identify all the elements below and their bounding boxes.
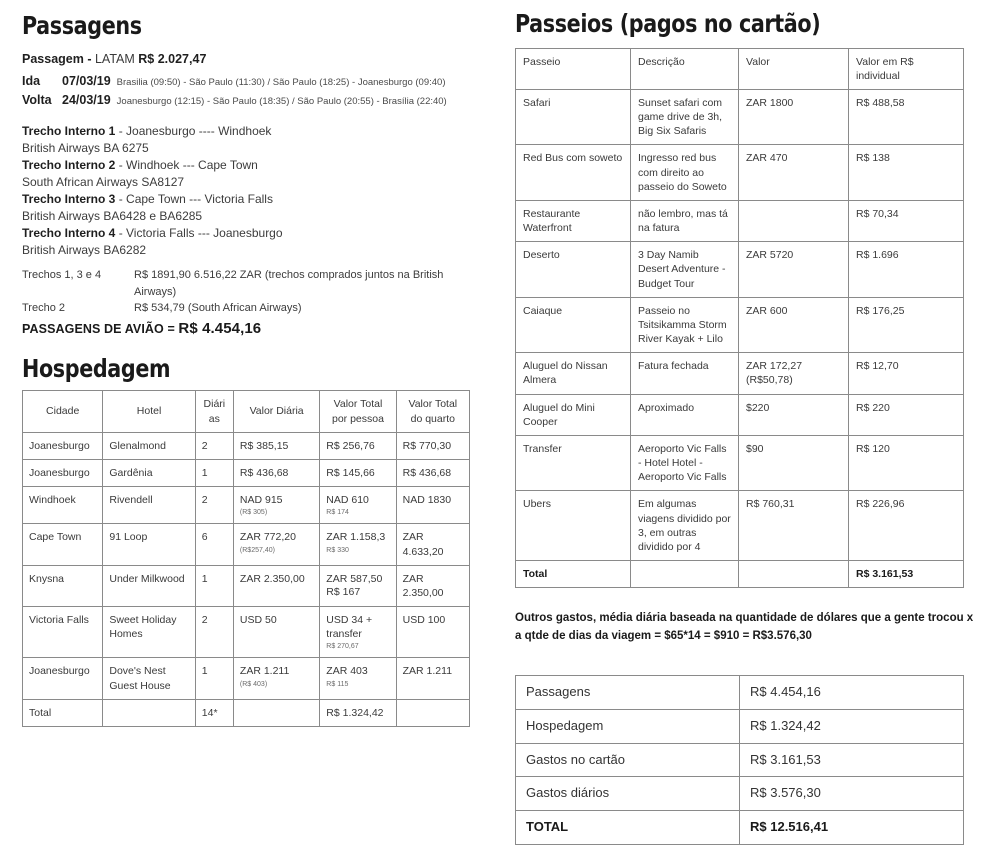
passeios-cell-descricao: não lembro, mas tá na fatura <box>631 200 739 241</box>
passeios-cell-passeio: Caiaque <box>516 297 631 353</box>
hospedagem-table <box>22 390 470 727</box>
hospedagem-total-quarto <box>396 699 469 726</box>
table-row <box>516 145 964 201</box>
internal-leg-1 <box>22 123 482 157</box>
hospedagem-cell-diarias: 1 <box>195 565 233 606</box>
hospedagem-cell-hotel: Dove's Nest Guest House <box>103 658 195 699</box>
passeios-col-passeio: Passeio <box>516 48 631 89</box>
flight-leg-outbound <box>22 72 482 91</box>
hospedagem-total-pessoa: R$ 1.324,42 <box>320 699 396 726</box>
table-row <box>23 565 470 606</box>
passeios-cell-descricao: Sunset safari com game drive de 3h, Big Six Safaris <box>631 89 739 145</box>
hospedagem-cell-total-pessoa: ZAR 403 R$ 115 <box>320 658 396 699</box>
hospedagem-cell-total-pessoa-sub: R$ 167 <box>326 585 361 598</box>
passeios-cell-descricao: Em algumas viagens dividido por 3, em outras dividido por 4 <box>631 491 739 561</box>
summary-row-value: R$ 3.576,30 <box>740 777 964 811</box>
table-row <box>516 89 964 145</box>
internal-leg-4-name: Trecho Interno 4 <box>22 226 116 241</box>
passeios-total-label: Total <box>516 561 631 588</box>
passeios-cell-descricao: 3 Day Namib Desert Adventure - Budget Tour <box>631 242 739 298</box>
table-row <box>23 607 470 658</box>
passeios-cell-descricao: Ingresso red bus com direito ao passeio do Soweto <box>631 145 739 201</box>
hospedagem-cell-total-quarto: R$ 770,30 <box>396 432 469 459</box>
summary-row <box>516 743 964 777</box>
hospedagem-cell-total-pessoa-sub: R$ 270,67 <box>326 643 359 651</box>
leg-date-ida: 07/03/19 <box>62 73 111 88</box>
passeios-cell-descricao: Aproximado <box>631 394 739 435</box>
hospedagem-cell-total-quarto: ZAR 1.211 <box>396 658 469 699</box>
hospedagem-cell-total-quarto: ZAR 2.350,00 <box>396 565 469 606</box>
internal-leg-2 <box>22 157 482 191</box>
table-row <box>516 200 964 241</box>
leg-date-volta: 24/03/19 <box>62 93 111 108</box>
internal-leg-1-airline: British Airways BA 6275 <box>22 141 149 156</box>
hospedagem-cell-hotel: Under Milkwood <box>103 565 195 606</box>
hospedagem-cell-total-quarto: R$ 436,68 <box>396 459 469 486</box>
internal-leg-3-name: Trecho Interno 3 <box>22 192 116 207</box>
hospedagem-cell-valor-diaria-sub: (R$ 305) <box>239 509 268 517</box>
passeios-cell-valor: $90 <box>739 435 849 491</box>
hospedagem-cell-valor-diaria-sub: (R$ 403) <box>239 680 268 688</box>
passeios-cell-descricao: Passeio no Tsitsikamma Storm River Kayak + Lilo <box>631 297 739 353</box>
summary-row <box>516 675 964 709</box>
hospedagem-cell-cidade: Windhoek <box>23 487 103 524</box>
passeios-total-descricao <box>631 561 739 588</box>
table-row <box>23 459 470 486</box>
passeios-cell-passeio: Aluguel do Nissan Almera <box>516 353 631 394</box>
passeios-cell-valor-brl: R$ 12,70 <box>849 353 964 394</box>
summary-grand-total-value: R$ 12.516,41 <box>740 811 964 845</box>
outros-gastos-note: Outros gastos, média diária baseada na quantidade de dólares que a gente trocou x a qtde de dias da viagem = $65*14 = $910 = R$3.576,30 <box>515 612 974 642</box>
hospedagem-cell-cidade: Victoria Falls <box>23 607 103 658</box>
hospedagem-col-diarias: Diárias <box>195 391 233 432</box>
summary-row <box>516 709 964 743</box>
table-row <box>516 394 964 435</box>
passeios-cell-valor-brl: R$ 226,96 <box>849 491 964 561</box>
leg-total-134-value: R$ 1891,90 6.516,22 ZAR (trechos comprados juntos na British Airways) <box>134 269 444 298</box>
passeios-total-valor <box>739 561 849 588</box>
table-row <box>516 435 964 491</box>
hospedagem-col-total-pessoa: Valor Total por pessoa <box>320 391 396 432</box>
hospedagem-cell-total-pessoa-sub: R$ 115 <box>326 680 349 688</box>
leg-total-2 <box>22 300 482 317</box>
hospedagem-cell-hotel: 91 Loop <box>103 524 195 565</box>
hospedagem-cell-diarias: 6 <box>195 524 233 565</box>
passeios-header-row <box>516 48 964 89</box>
leg-total-2-value: R$ 534,79 (South African Airways) <box>134 302 302 315</box>
leg-total-2-label: Trecho 2 <box>22 302 66 315</box>
passeios-cell-passeio: Deserto <box>516 242 631 298</box>
hospedagem-total-hotel <box>103 699 195 726</box>
passeios-cell-valor: ZAR 172,27 (R$50,78) <box>739 353 849 394</box>
hospedagem-col-cidade: Cidade <box>23 391 103 432</box>
passeios-title: Passeios (pagos no cartão) <box>515 9 821 38</box>
internal-leg-4-route: - Victoria Falls --- Joanesburgo <box>115 226 283 241</box>
hospedagem-cell-hotel: Rivendell <box>103 487 195 524</box>
summary-row-label: Gastos diários <box>516 777 740 811</box>
hospedagem-cell-valor-diaria-sub: (R$257,40) <box>239 546 275 554</box>
leg-label-ida: Ida <box>22 73 41 88</box>
internal-leg-4-airline: British Airways BA6282 <box>22 243 147 258</box>
hospedagem-cell-total-pessoa-sub: R$ 330 <box>326 546 349 554</box>
hospedagem-cell-diarias: 2 <box>195 607 233 658</box>
leg-total-134-label: Trechos 1, 3 e 4 <box>22 269 102 282</box>
main-ticket-price: R$ 2.027,47 <box>138 51 207 66</box>
internal-leg-3-airline: British Airways BA6428 e BA6285 <box>22 209 203 224</box>
hospedagem-cell-total-pessoa: NAD 610 R$ 174 <box>320 487 396 524</box>
passeios-cell-valor-brl: R$ 220 <box>849 394 964 435</box>
summary-row <box>516 777 964 811</box>
hospedagem-cell-valor-diaria: R$ 436,68 <box>233 459 319 486</box>
flights-grand-total-label: PASSAGENS DE AVIÃO = <box>22 321 179 336</box>
internal-leg-2-name: Trecho Interno 2 <box>22 158 116 173</box>
summary-row-value: R$ 3.161,53 <box>740 743 964 777</box>
hospedagem-cell-total-pessoa: R$ 256,76 <box>320 432 396 459</box>
hospedagem-cell-diarias: 1 <box>195 658 233 699</box>
hospedagem-cell-cidade: Joanesburgo <box>23 459 103 486</box>
passeios-cell-valor-brl: R$ 120 <box>849 435 964 491</box>
internal-leg-2-airline: South African Airways SA8127 <box>22 175 185 190</box>
main-ticket-airline: LATAM <box>94 51 135 66</box>
passeios-cell-valor-brl: R$ 70,34 <box>849 200 964 241</box>
hospedagem-cell-valor-diaria: ZAR 772,20 (R$257,40) <box>233 524 319 565</box>
passeios-cell-valor: ZAR 600 <box>739 297 849 353</box>
hospedagem-cell-diarias: 2 <box>195 432 233 459</box>
hospedagem-cell-cidade: Knysna <box>23 565 103 606</box>
hospedagem-cell-valor-diaria: USD 50 <box>233 607 319 658</box>
table-row <box>516 242 964 298</box>
internal-leg-3-route: - Cape Town --- Victoria Falls <box>115 192 273 207</box>
main-ticket-prefix: Passagem - <box>22 51 95 66</box>
passeios-table <box>515 48 964 589</box>
passeios-cell-valor-brl: R$ 1.696 <box>849 242 964 298</box>
passeios-cell-valor: ZAR 470 <box>739 145 849 201</box>
table-row <box>23 524 470 565</box>
passeios-cell-valor-brl: R$ 176,25 <box>849 297 964 353</box>
hospedagem-header-row <box>23 391 470 432</box>
hospedagem-cell-valor-diaria: R$ 385,15 <box>233 432 319 459</box>
hospedagem-cell-diarias: 1 <box>195 459 233 486</box>
passeios-cell-passeio: Restaurante Waterfront <box>516 200 631 241</box>
passeios-cell-passeio: Safari <box>516 89 631 145</box>
passeios-cell-valor-brl: R$ 488,58 <box>849 89 964 145</box>
right-column <box>515 10 980 845</box>
hospedagem-cell-total-pessoa-sub: R$ 174 <box>326 509 349 517</box>
table-row <box>23 487 470 524</box>
hospedagem-cell-hotel: Glenalmond <box>103 432 195 459</box>
passeios-cell-valor: $220 <box>739 394 849 435</box>
hospedagem-cell-total-pessoa: ZAR 587,50 R$ 167 <box>320 565 396 606</box>
hospedagem-cell-total-pessoa: USD 34 + transfer R$ 270,67 <box>320 607 396 658</box>
hospedagem-cell-total-quarto: NAD 1830 <box>396 487 469 524</box>
passeios-cell-passeio: Ubers <box>516 491 631 561</box>
summary-row-label: Gastos no cartão <box>516 743 740 777</box>
summary-row-label: Hospedagem <box>516 709 740 743</box>
table-row <box>23 658 470 699</box>
hospedagem-cell-cidade: Cape Town <box>23 524 103 565</box>
table-row <box>23 432 470 459</box>
hospedagem-cell-total-quarto: USD 100 <box>396 607 469 658</box>
passeios-cell-valor-brl: R$ 138 <box>849 145 964 201</box>
summary-grand-total-label: TOTAL <box>516 811 740 845</box>
passeios-total-valor-brl: R$ 3.161,53 <box>849 561 964 588</box>
hospedagem-col-hotel: Hotel <box>103 391 195 432</box>
summary-row-label: Passagens <box>516 675 740 709</box>
hospedagem-cell-cidade: Joanesburgo <box>23 658 103 699</box>
internal-leg-4 <box>22 225 482 259</box>
passeios-cell-valor: ZAR 1800 <box>739 89 849 145</box>
hospedagem-cell-valor-diaria: ZAR 2.350,00 <box>233 565 319 606</box>
passeios-cell-passeio: Red Bus com soweto <box>516 145 631 201</box>
hospedagem-cell-cidade: Joanesburgo <box>23 432 103 459</box>
hospedagem-cell-total-pessoa: ZAR 1.158,3 R$ 330 <box>320 524 396 565</box>
passagens-title: Passagens <box>22 11 142 40</box>
summary-row-value: R$ 1.324,42 <box>740 709 964 743</box>
passeios-cell-valor: ZAR 5720 <box>739 242 849 298</box>
leg-label-volta: Volta <box>22 93 52 108</box>
hospedagem-cell-valor-diaria: NAD 915 (R$ 305) <box>233 487 319 524</box>
flights-grand-total-value: R$ 4.454,16 <box>178 319 262 337</box>
passeios-cell-descricao: Aeroporto Vic Falls - Hotel Hotel - Aeroporto Vic Falls <box>631 435 739 491</box>
internal-leg-3 <box>22 191 482 225</box>
table-row <box>516 353 964 394</box>
passeios-total-row <box>516 561 964 588</box>
left-column <box>22 12 482 727</box>
passeios-col-descricao: Descrição <box>631 48 739 89</box>
hospedagem-total-row <box>23 699 470 726</box>
summary-table <box>515 675 964 845</box>
internal-leg-1-name: Trecho Interno 1 <box>22 124 116 139</box>
hospedagem-cell-hotel: Gardênia <box>103 459 195 486</box>
passeios-col-valor: Valor <box>739 48 849 89</box>
passeios-cell-valor: R$ 760,31 <box>739 491 849 561</box>
passeios-cell-descricao: Fatura fechada <box>631 353 739 394</box>
internal-leg-2-route: - Windhoek --- Cape Town <box>115 158 258 173</box>
table-row <box>516 491 964 561</box>
flights-grand-total <box>22 320 482 337</box>
leg-detail-ida: Brasilia (09:50) - São Paulo (11:30) / São Paulo (18:25) - Joanesburgo (09:40) <box>116 76 446 88</box>
passeios-cell-passeio: Aluguel do Mini Cooper <box>516 394 631 435</box>
hospedagem-col-valor-diaria: Valor Diária <box>233 391 319 432</box>
summary-grand-total-row <box>516 811 964 845</box>
main-ticket-line <box>22 50 482 68</box>
hospedagem-cell-diarias: 2 <box>195 487 233 524</box>
leg-total-134 <box>22 267 482 300</box>
internal-leg-1-route: - Joanesburgo ---- Windhoek <box>115 124 272 139</box>
hospedagem-cell-hotel: Sweet Holiday Homes <box>103 607 195 658</box>
summary-row-value: R$ 4.454,16 <box>740 675 964 709</box>
passeios-cell-valor <box>739 200 849 241</box>
hospedagem-total-diarias: 14* <box>195 699 233 726</box>
hospedagem-total-label: Total <box>23 699 103 726</box>
hospedagem-col-total-quarto: Valor Total do quarto <box>396 391 469 432</box>
table-row <box>516 297 964 353</box>
passeios-col-valor-brl: Valor em R$ individual <box>849 48 964 89</box>
hospedagem-title: Hospedagem <box>22 353 171 383</box>
hospedagem-total-valor-diaria <box>233 699 319 726</box>
leg-detail-volta: Joanesburgo (12:15) - São Paulo (18:35) / São Paulo (20:55) - Brasília (22:40) <box>116 96 447 108</box>
hospedagem-cell-total-pessoa: R$ 145,66 <box>320 459 396 486</box>
flight-leg-return <box>22 91 482 110</box>
passeios-cell-passeio: Transfer <box>516 435 631 491</box>
hospedagem-cell-total-quarto: ZAR 4.633,20 <box>396 524 469 565</box>
hospedagem-cell-valor-diaria: ZAR 1.211 (R$ 403) <box>233 658 319 699</box>
